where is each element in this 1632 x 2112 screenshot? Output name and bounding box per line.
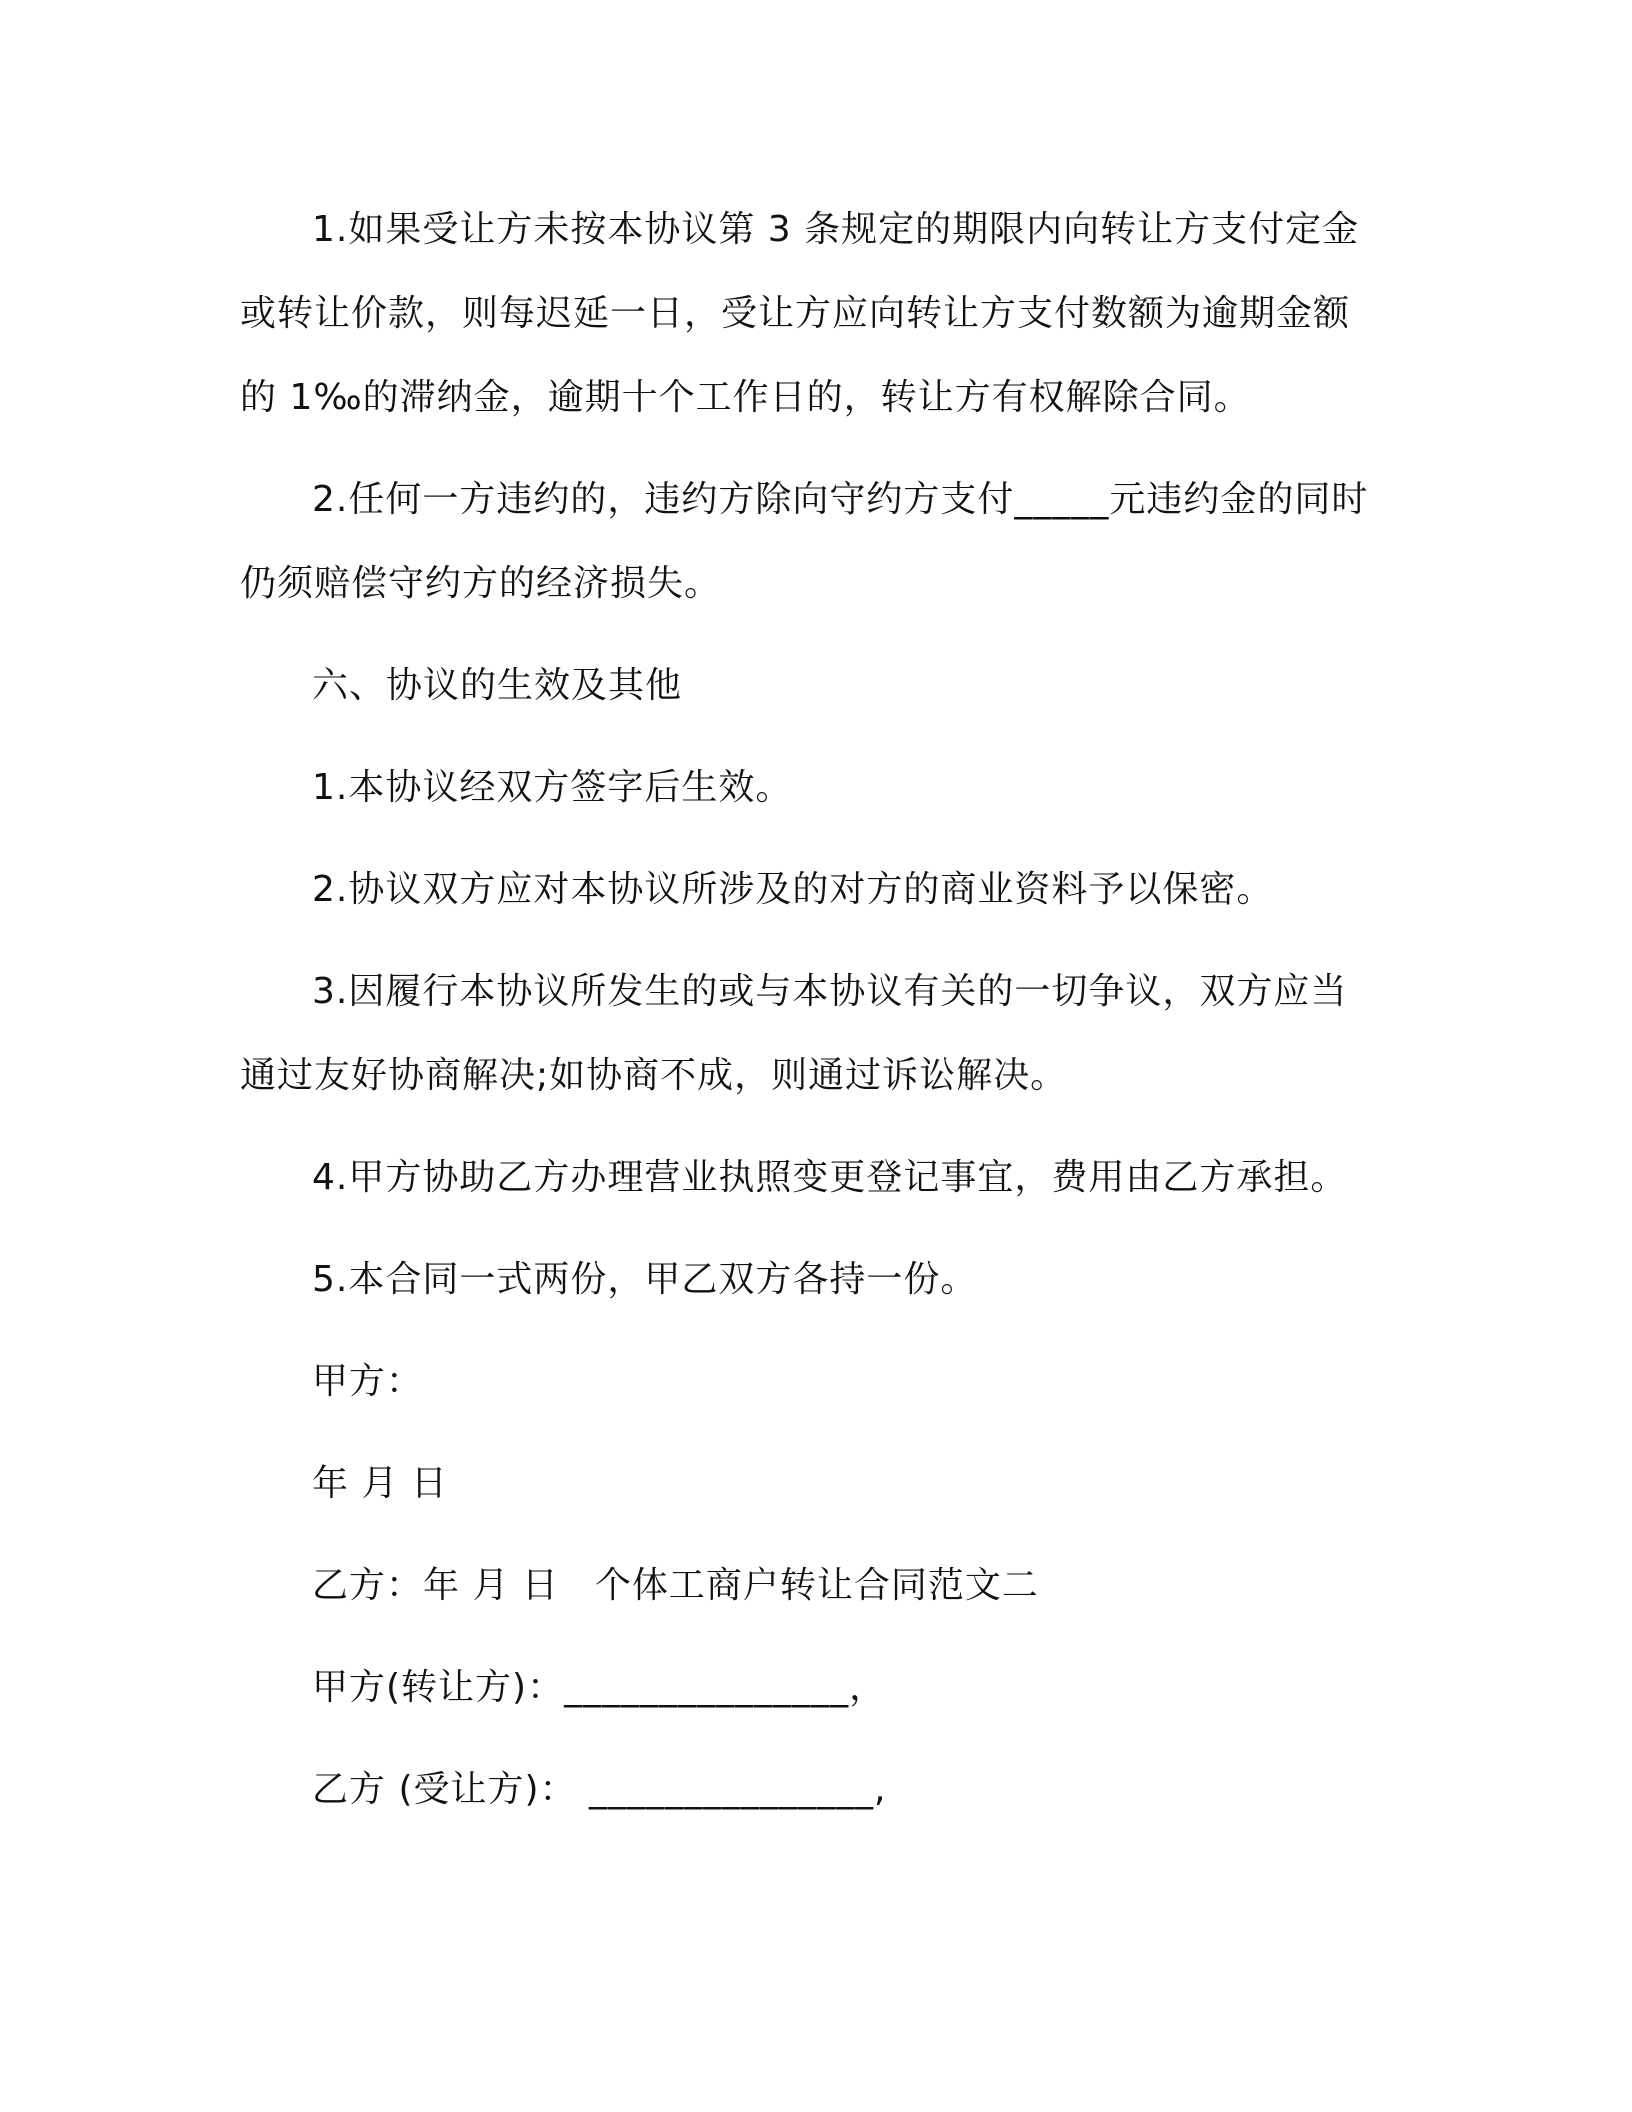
party-b-signature-line (240, 1544, 1380, 1628)
clause-5-2-breach-penalty: 2.任何一方违约的，违约方除向守约方支付_____元违约金的同时仍须赔偿守约方的经济损失。 (240, 479, 1369, 604)
clause-5-1-late-payment: 1.如果受让方未按本协议第 3 条规定的期限内向转让方支付定金或转让价款，则每迟延一日，受让方应向转让方支付数额为逾期金额的 1‰的滞纳金，逾期十个工作日的，转让方有权解除合同。 (240, 209, 1360, 418)
second-contract-party-b: 乙方 (受让方)： _______________, (312, 1769, 887, 1810)
party-b-label-date: 乙方：年 月 日 (312, 1565, 559, 1606)
clause-6-3-disputes: 3.因履行本协议所发生的或与本协议有关的一切争议，双方应当通过友好协商解决;如协商不成，则通过诉讼解决。 (240, 971, 1348, 1096)
template-two-title: 个体工商户转让合同范文二 (594, 1565, 1039, 1606)
clause-6-4-license-change: 4.甲方协助乙方办理营业执照变更登记事宜，费用由乙方承担。 (312, 1157, 1348, 1198)
clause-6-2-confidentiality: 2.协议双方应对本协议所涉及的对方的商业资料予以保密。 (312, 869, 1274, 910)
clause-6-5-copies: 5.本合同一式两份，甲乙双方各持一份。 (312, 1259, 978, 1300)
section-six-heading: 六、协议的生效及其他 (312, 665, 683, 706)
document-body (240, 188, 1380, 1832)
second-contract-party-a: 甲方(转让方)：_______________， (312, 1667, 887, 1708)
party-a-signature-label: 甲方： (312, 1361, 424, 1402)
party-a-date: 年 月 日 (312, 1463, 448, 1504)
clause-6-1-effective: 1.本协议经双方签字后生效。 (312, 767, 793, 808)
